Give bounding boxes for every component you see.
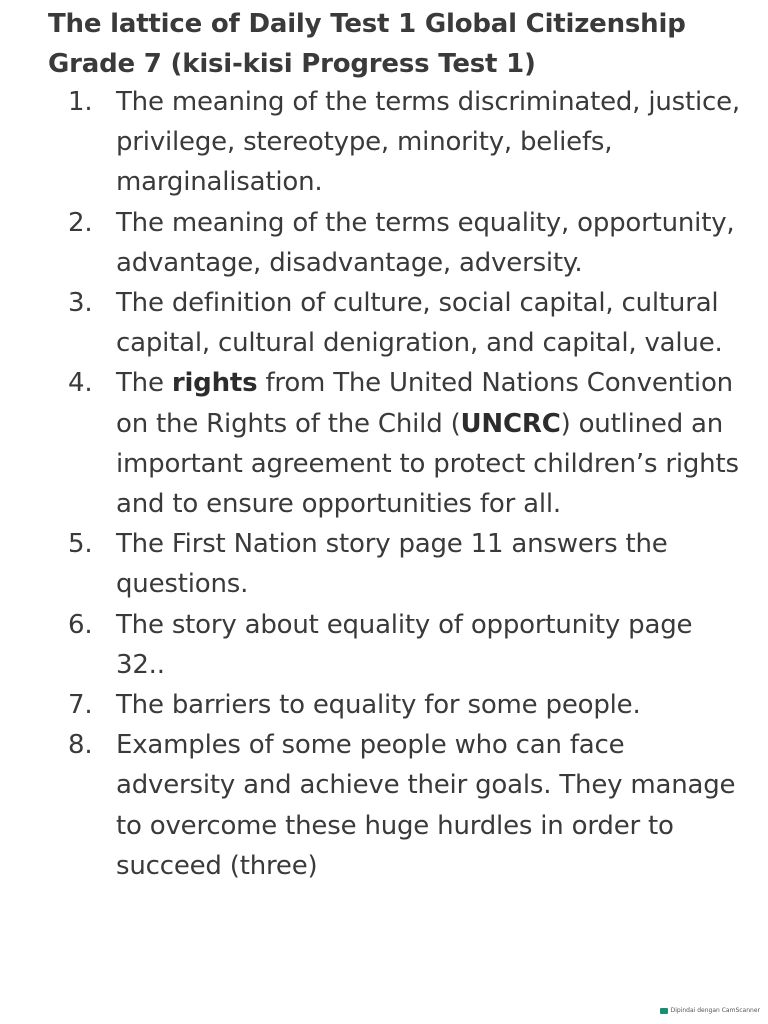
list-item xyxy=(0,363,768,524)
item-text-bold-rights: rights xyxy=(171,368,258,399)
title-line-2: Grade 7 (kisi-kisi Progress Test 1) xyxy=(48,49,536,79)
item-text-pre: The xyxy=(116,368,172,399)
item-number: 3. xyxy=(68,288,93,319)
item-number: 5. xyxy=(68,529,93,560)
item-text: The story about equality of opportunity page 32.. xyxy=(116,609,693,680)
item-number: 2. xyxy=(68,207,93,238)
camscanner-logo-icon xyxy=(660,1008,668,1014)
item-text: Examples of some people who can face adversity and achieve their goals. They manage to overcome these huge hurdles in order to succeed (three) xyxy=(116,730,736,881)
item-text: The First Nation story page 11 answers the questions. xyxy=(116,529,668,600)
list-item xyxy=(0,283,768,363)
item-number: 6. xyxy=(68,609,93,640)
item-number: 4. xyxy=(68,368,93,399)
list-item xyxy=(0,685,768,725)
camscanner-watermark xyxy=(660,1007,760,1014)
item-text-bold-uncrc: UNCRC xyxy=(460,408,561,439)
item-text: The meaning of the terms discriminated, justice, privilege, stereotype, minority, beliefs, marginalisation. xyxy=(116,87,740,198)
list-item xyxy=(0,605,768,685)
item-text-mid: from The United Nations Convention on the Rights of the Child ( xyxy=(116,368,733,439)
item-number: 7. xyxy=(68,690,93,721)
watermark-text: Dipindai dengan CamScanner xyxy=(670,1007,760,1014)
item-text: The definition of culture, social capital, cultural capital, cultural denigration, and capital, value. xyxy=(116,288,723,359)
item-text-post: ) outlined an important agreement to protect children’s rights and to ensure opportunities for all. xyxy=(116,408,739,520)
list-item xyxy=(0,203,768,283)
list-item xyxy=(0,82,768,203)
item-number: 8. xyxy=(68,730,93,761)
list-item xyxy=(0,725,768,886)
title-line-1: The lattice of Daily Test 1 Global Citizenship xyxy=(48,9,686,39)
document-title xyxy=(48,4,748,84)
item-text: The barriers to equality for some people. xyxy=(116,690,641,721)
lattice-list xyxy=(0,82,768,886)
list-item xyxy=(0,524,768,604)
item-text: The meaning of the terms equality, opportunity, advantage, disadvantage, adversity. xyxy=(116,207,735,278)
item-number: 1. xyxy=(68,87,93,117)
